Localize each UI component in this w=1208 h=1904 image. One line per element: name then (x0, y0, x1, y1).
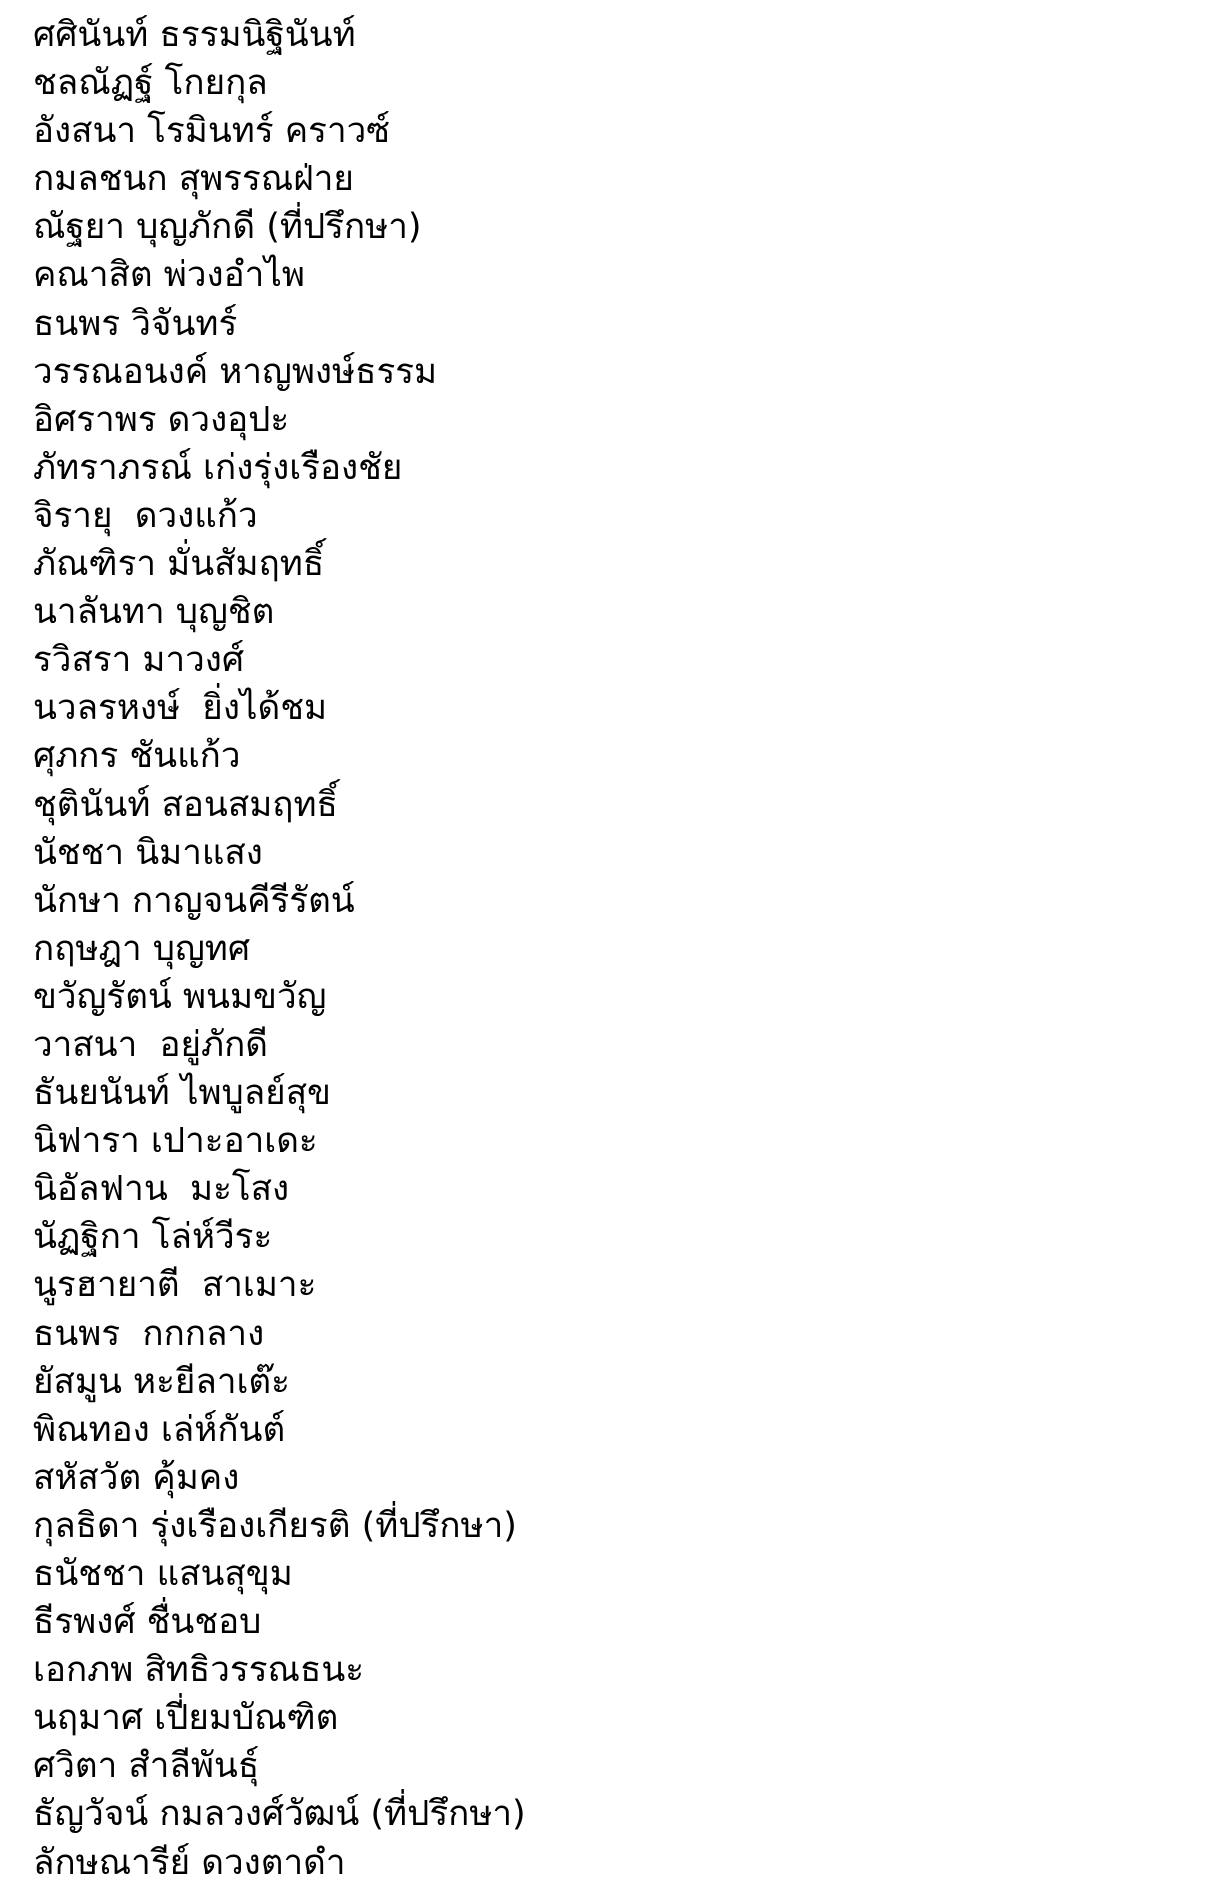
list-item: กุลธิดา รุ่งเรืองเกียรติ (ที่ปรึกษา) (33, 1505, 517, 1546)
list-item: จิรายุ ดวงแก้ว (33, 495, 258, 536)
list-item: คณาสิต พ่วงอำไพ (33, 255, 305, 296)
list-item: กฤษฎา บุญทศ (33, 928, 251, 969)
list-item: ธัญวัจน์ กมลวงศ์วัฒน์ (ที่ปรึกษา) (33, 1794, 526, 1835)
list-item: ธนัชชา แสนสุขุม (33, 1554, 293, 1594)
list-item: ภัณฑิรา มั่นสัมฤทธิ์ (33, 544, 325, 585)
list-item: อังสนา โรมินทร์ คราวซ์ (33, 111, 391, 152)
list-item: ชุตินันท์ สอนสมฤทธิ์ (33, 784, 338, 825)
list-item: พิณทอง เล่ห์กันต์ (33, 1409, 286, 1450)
list-item: ขวัญรัตน์ พนมขวัญ (33, 976, 327, 1017)
list-item: ภัทราภรณ์ เก่งรุ่งเรืองชัย (33, 447, 403, 488)
list-item: นิฟารา เปาะอาเดะ (33, 1121, 318, 1162)
list-item: ศศินันท์ ธรรมนิฐินันท์ (33, 15, 356, 55)
list-item: สหัสวัต คุ้มคง (33, 1457, 240, 1498)
list-item: นัฏฐิกา โล่ห์วีระ (33, 1217, 273, 1258)
list-item: นวลรหงษ์ ยิ่งได้ชม (33, 688, 328, 729)
list-item: ศุภกร ชันแก้ว (33, 736, 241, 777)
list-item: นัชชา นิมาแสง (33, 832, 263, 873)
list-item: นิอัลฟาน มะโสง (33, 1169, 290, 1210)
list-item: เอกภพ สิทธิวรรณธนะ (33, 1650, 365, 1691)
list-item: ศวิตา สำลีพันธุ์ (33, 1746, 260, 1787)
list-item: ธนพร กกกลาง (33, 1313, 265, 1354)
list-item: ลักษณารีย์ ดวงตาดำ (33, 1842, 346, 1883)
list-item: ณัฐยา บุญภักดี (ที่ปรึกษา) (33, 207, 422, 248)
list-item: ธันยนันท์ ไพบูลย์สุข (33, 1073, 331, 1114)
name-list (33, 11, 526, 1887)
list-item: ธีรพงศ์ ชื่นชอบ (33, 1602, 262, 1643)
list-item: นาลันทา บุญชิต (33, 592, 275, 633)
list-item: วาสนา อยู่ภักดี (33, 1024, 269, 1065)
list-item: รวิสรา มาวงศ์ (33, 640, 245, 681)
list-item: ธนพร วิจันทร์ (33, 303, 238, 344)
list-item: วรรณอนงค์ หาญพงษ์ธรรม (33, 351, 438, 392)
list-item: กมลชนก สุพรรณฝ่าย (33, 159, 354, 200)
list-item: ยัสมูน หะยีลาเต๊ะ (33, 1361, 290, 1402)
list-item: ชลณัฏฐ์ โกยกุล (33, 63, 268, 104)
list-item: นูรฮายาตี สาเมาะ (33, 1265, 317, 1306)
list-item: นักษา กาญจนคีรีรัตน์ (33, 880, 355, 921)
list-item: นฤมาศ เปี่ยมบัณฑิต (33, 1698, 339, 1739)
list-item: อิศราพร ดวงอุปะ (33, 399, 290, 440)
